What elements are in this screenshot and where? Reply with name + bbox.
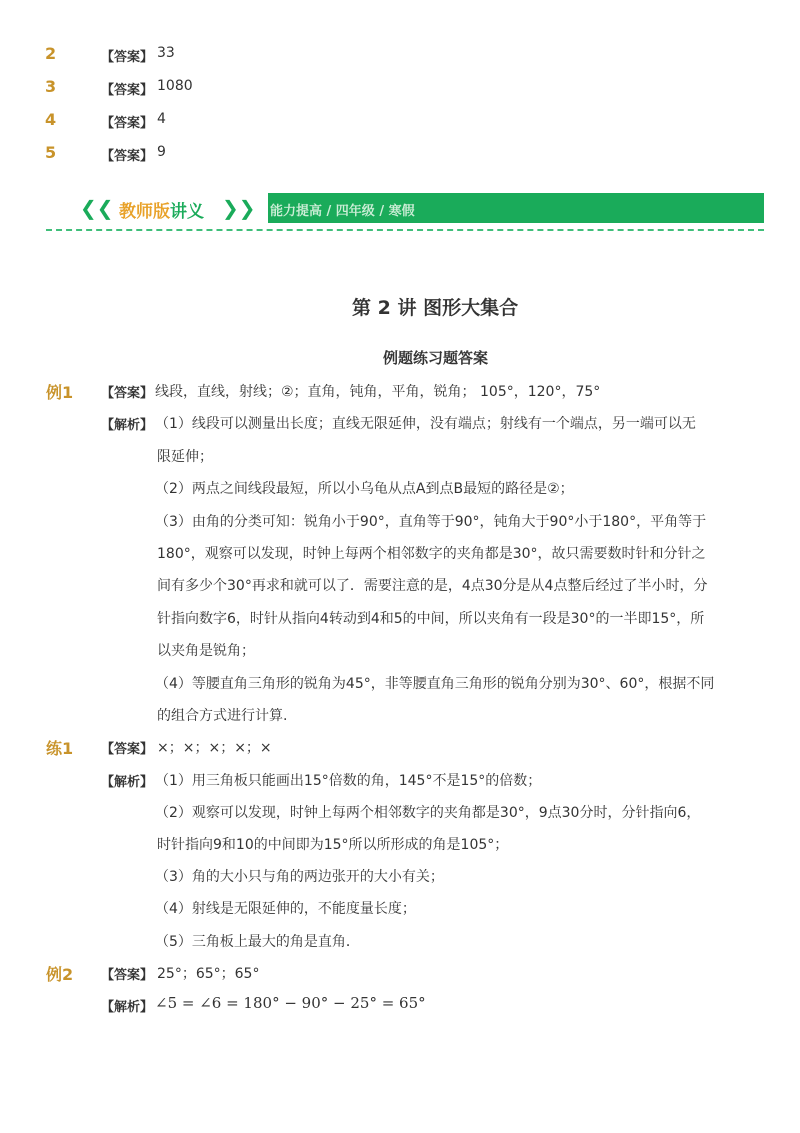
analysis-line: （4）射线是无限延伸的，不能度量长度； xyxy=(155,901,416,917)
section-title: 例题练习题答案 xyxy=(383,349,489,367)
analysis-line: 180°，观察可以发现，时钟上每两个相邻数字的夹角都是30°，故只需要数时针和分针之 xyxy=(157,546,706,562)
double-chevron-left-icon: ❮❮ xyxy=(80,196,114,220)
answer-value: 1080 xyxy=(157,78,193,94)
answer-value: 4 xyxy=(157,111,166,127)
answer-value: 9 xyxy=(157,144,166,160)
analysis-tag: 【解析】 xyxy=(101,775,154,790)
analysis-tag: 【解析】 xyxy=(101,1000,154,1015)
answer-number: 3 xyxy=(45,77,57,96)
analysis-line: （1）线段可以测量出长度；直线无限延伸，没有端点；射线有一个端点，另一端可以无 xyxy=(155,416,696,432)
answer-tag: 【答案】 xyxy=(101,968,154,983)
analysis-line: 以夹角是锐角； xyxy=(157,643,255,659)
answer-value: 33 xyxy=(157,45,175,61)
dashed-divider xyxy=(46,229,764,231)
analysis-line: （4）等腰直角三角形的锐角为45°，非等腰直角三角形的锐角分别为30°、60°，根据不同 xyxy=(155,676,715,692)
banner-title-part-b: 讲义 xyxy=(170,202,204,222)
answer-tag: 【答案】 xyxy=(101,50,154,65)
banner-subtitle: 能力提高 / 四年级 / 寒假 xyxy=(270,204,415,219)
banner-title xyxy=(119,197,204,222)
example-label: 例1 xyxy=(46,383,74,402)
analysis-line: （3）由角的分类可知：锐角小于90°，直角等于90°，钝角大于90°小于180°，平角等于 xyxy=(155,514,707,530)
banner-title-part-a: 教师版 xyxy=(119,202,170,222)
practice-label: 练1 xyxy=(46,739,74,758)
analysis-line: 时针指向9和10的中间即为15°所以所形成的角是105°； xyxy=(157,837,509,853)
answer-number: 5 xyxy=(45,143,57,162)
answer-text: 25°；65°；65° xyxy=(157,966,260,982)
analysis-line: 针指向数字6，时针从指向4转动到4和5的中间，所以夹角有一段是30°的一半即15°，所 xyxy=(157,611,705,627)
header-banner xyxy=(46,193,764,223)
answer-tag: 【答案】 xyxy=(101,742,154,757)
example-label: 例2 xyxy=(46,965,74,984)
analysis-line: （2）观察可以发现，时钟上每两个相邻数字的夹角都是30°，9点30分时，分针指向6， xyxy=(155,805,701,821)
answer-text: ×；×；×；×；× xyxy=(157,740,272,756)
analysis-formula: ∠5 = ∠6 = 180° − 90° − 25° = 65° xyxy=(155,994,426,1012)
double-chevron-right-icon: ❯❯ xyxy=(222,196,256,220)
answer-tag: 【答案】 xyxy=(101,386,154,401)
answer-tag: 【答案】 xyxy=(101,83,154,98)
answer-number: 4 xyxy=(45,110,57,129)
analysis-line: （2）两点之间线段最短，所以小乌龟从点A到点B最短的路径是②； xyxy=(155,481,574,497)
analysis-line: 限延伸； xyxy=(157,449,213,465)
analysis-line: 的组合方式进行计算. xyxy=(157,708,288,724)
analysis-line: 间有多少个30°再求和就可以了．需要注意的是，4点30分是从4点整后经过了半小时，分 xyxy=(157,578,708,594)
answer-number: 2 xyxy=(45,44,57,63)
banner-left-panel xyxy=(46,193,268,223)
lecture-title: 第 2 讲 图形大集合 xyxy=(352,297,519,319)
answer-tag: 【答案】 xyxy=(101,116,154,131)
analysis-line: （3）角的大小只与角的两边张开的大小有关； xyxy=(155,869,444,885)
answer-tag: 【答案】 xyxy=(101,149,154,164)
analysis-tag: 【解析】 xyxy=(101,418,154,433)
answer-text: 线段，直线，射线；②；直角，钝角，平角，锐角； 105°，120°，75° xyxy=(155,384,601,400)
analysis-line: （5）三角板上最大的角是直角． xyxy=(155,934,360,950)
analysis-line: （1）用三角板只能画出15°倍数的角，145°不是15°的倍数； xyxy=(155,773,542,789)
